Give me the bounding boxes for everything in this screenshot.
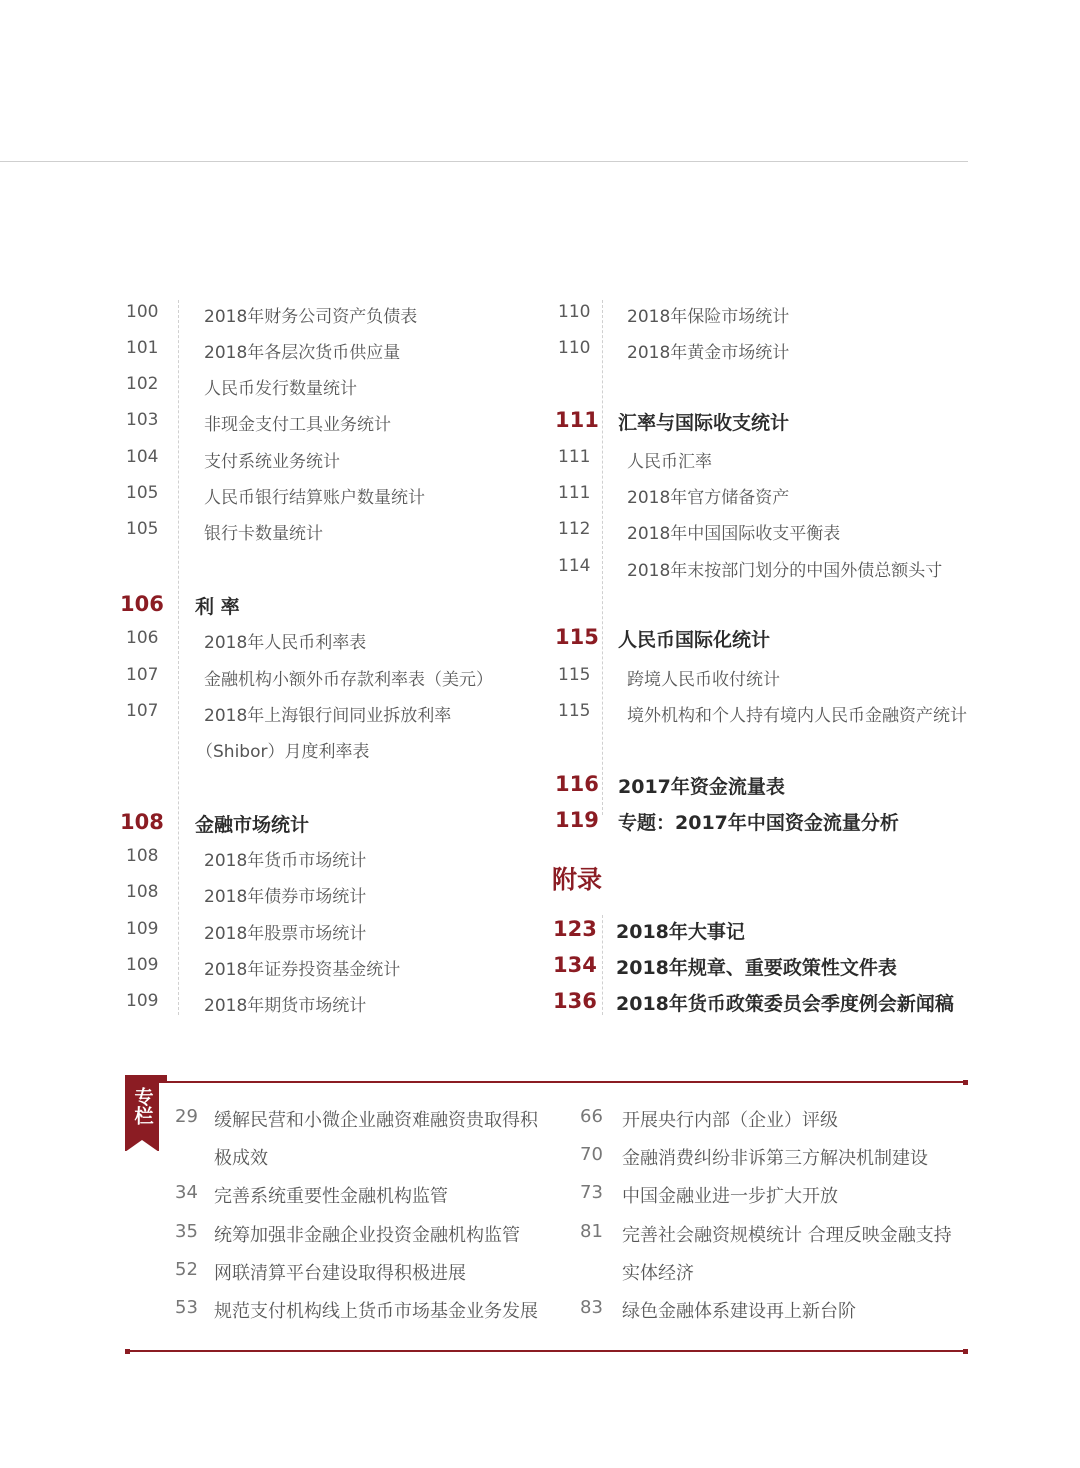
rule-end-dot (963, 1349, 968, 1354)
appendix-heading: 附录 (552, 865, 603, 894)
page-number: 107 (126, 701, 159, 721)
entry-title: 2018年官方储备资产 (627, 488, 790, 508)
entry-title: 2018年黄金市场统计 (627, 343, 790, 363)
entry-title: 2018年证券投资基金统计 (204, 960, 401, 980)
tag-notch (159, 1075, 167, 1083)
entry-title: 人民币发行数量统计 (204, 379, 357, 399)
section-page-number: 111 (555, 408, 599, 432)
entry-title: 2018年债券市场统计 (204, 887, 367, 907)
page-number: 108 (126, 846, 159, 866)
section-title: 利 率 (195, 596, 240, 618)
entry-title: 人民币汇率 (627, 452, 712, 472)
section-page-number: 136 (553, 989, 597, 1013)
entry-title: 2018年保险市场统计 (627, 307, 790, 327)
entry-title: 极成效 (214, 1148, 268, 1169)
page-number: 81 (580, 1221, 603, 1242)
page-number: 115 (558, 665, 591, 685)
page-number: 103 (126, 410, 159, 430)
entry-title: 2018年人民币利率表 (204, 633, 367, 653)
page-number: 102 (126, 374, 159, 394)
entry-title: 非现金支付工具业务统计 (204, 415, 391, 435)
section-title: 专题：2017年中国资金流量分析 (618, 812, 899, 834)
section-page-number: 115 (555, 625, 599, 649)
page-number: 83 (580, 1297, 603, 1318)
entry-title: 实体经济 (622, 1263, 694, 1284)
section-title: 汇率与国际收支统计 (618, 412, 790, 434)
page-number: 73 (580, 1182, 603, 1203)
entry-title: 2018年财务公司资产负债表 (204, 307, 418, 327)
appendix-divider (602, 915, 603, 1015)
entry-title: 金融机构小额外币存款利率表（美元） (204, 670, 493, 690)
entry-title: 境外机构和个人持有境内人民币金融资产统计 (627, 706, 967, 726)
entry-title: 中国金融业进一步扩大开放 (622, 1186, 838, 1207)
page-number: 109 (126, 955, 159, 975)
entry-title: 完善社会融资规模统计 合理反映金融支持 (622, 1225, 952, 1246)
page-number: 101 (126, 338, 159, 358)
page-number: 104 (126, 447, 159, 467)
special-column-tag-label: 专栏 (131, 1087, 154, 1125)
entry-title: 完善系统重要性金融机构监管 (214, 1186, 448, 1207)
page-number: 109 (126, 991, 159, 1011)
section-title: 金融市场统计 (195, 814, 310, 836)
entry-title: 2018年中国国际收支平衡表 (627, 524, 841, 544)
page-number: 105 (126, 483, 159, 503)
entry-title: 2018年上海银行间同业拆放利率 (204, 706, 452, 726)
page-number: 112 (558, 519, 591, 539)
section-title: 人民币国际化统计 (618, 629, 771, 651)
section-page-number: 134 (553, 953, 597, 977)
page-number: 110 (558, 338, 591, 358)
section-title: 2018年大事记 (616, 921, 745, 943)
special-box-top-rule (160, 1081, 965, 1083)
entry-title: 绿色金融体系建设再上新台阶 (622, 1301, 856, 1322)
entry-title: 2018年末按部门划分的中国外债总额头寸 (627, 561, 943, 581)
entry-title: 人民币银行结算账户数量统计 (204, 488, 425, 508)
section-page-number: 123 (553, 917, 597, 941)
section-title: 2018年规章、重要政策性文件表 (616, 957, 897, 979)
page-number: 110 (558, 302, 591, 322)
entry-title: 网联清算平台建设取得积极进展 (214, 1263, 466, 1284)
entry-title: 支付系统业务统计 (204, 452, 340, 472)
top-divider (0, 161, 968, 162)
section-page-number: 106 (120, 592, 164, 616)
page-number: 29 (175, 1106, 198, 1127)
entry-title: 2018年各层次货币供应量 (204, 343, 401, 363)
entry-title: 2018年期货市场统计 (204, 996, 367, 1016)
page-number: 66 (580, 1106, 603, 1127)
page-number: 109 (126, 919, 159, 939)
section-page-number: 119 (555, 808, 599, 832)
special-box-bottom-rule (127, 1350, 965, 1352)
page-number: 35 (175, 1221, 198, 1242)
page-number: 114 (558, 556, 591, 576)
page-number: 108 (126, 882, 159, 902)
section-title: 2018年货币政策委员会季度例会新闻稿 (616, 993, 954, 1015)
page-number: 107 (126, 665, 159, 685)
page-number: 52 (175, 1259, 198, 1280)
page-number: 111 (558, 483, 591, 503)
section-page-number: 116 (555, 772, 599, 796)
page-number: 70 (580, 1144, 603, 1165)
rule-end-dot (963, 1080, 968, 1085)
rule-end-dot (125, 1349, 130, 1354)
entry-title: 开展央行内部（企业）评级 (622, 1110, 838, 1131)
special-column-tag (125, 1075, 159, 1151)
entry-title: 2018年股票市场统计 (204, 924, 367, 944)
entry-title: 跨境人民币收付统计 (627, 670, 780, 690)
entry-title: 规范支付机构线上货币市场基金业务发展 (214, 1301, 538, 1322)
right-column-divider (602, 300, 603, 815)
entry-title: 2018年货币市场统计 (204, 851, 367, 871)
entry-title: （Shibor）月度利率表 (196, 742, 370, 762)
page-number: 53 (175, 1297, 198, 1318)
page-number: 111 (558, 447, 591, 467)
entry-title: 银行卡数量统计 (204, 524, 323, 544)
page-number: 34 (175, 1182, 198, 1203)
section-page-number: 108 (120, 810, 164, 834)
entry-title: 金融消费纠纷非诉第三方解决机制建设 (622, 1148, 928, 1169)
page-number: 115 (558, 701, 591, 721)
page-number: 106 (126, 628, 159, 648)
page-number: 105 (126, 519, 159, 539)
section-title: 2017年资金流量表 (618, 776, 785, 798)
page-number: 100 (126, 302, 159, 322)
entry-title: 缓解民营和小微企业融资难融资贵取得积 (214, 1110, 538, 1131)
left-column-divider (178, 300, 179, 1015)
entry-title: 统筹加强非金融企业投资金融机构监管 (214, 1225, 520, 1246)
